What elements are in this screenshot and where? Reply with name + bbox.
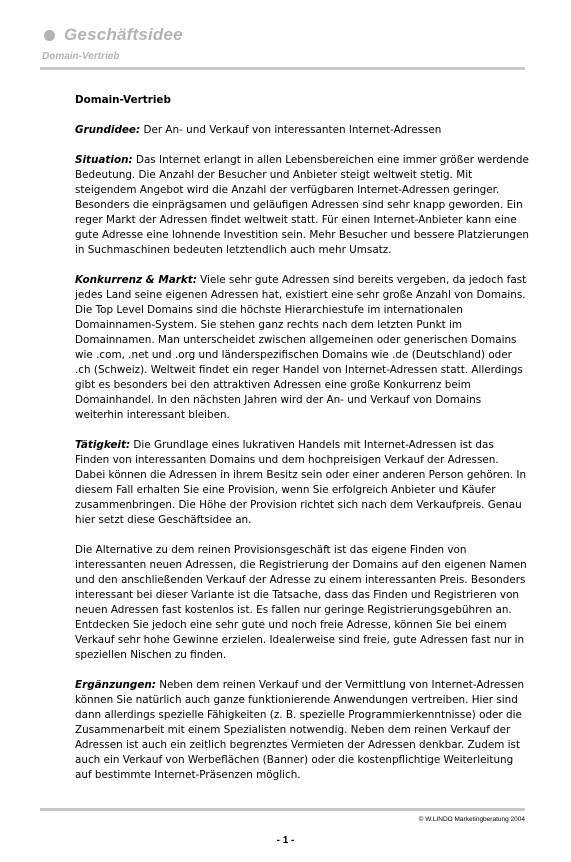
section-lead: Konkurrenz & Markt:	[75, 274, 197, 286]
section-lead: Grundidee:	[75, 124, 141, 136]
section-text: Die Alternative zu dem reinen Provisionsgeschäft ist das eigene Finden von interessanten neuen Adressen, die Registrierung der Domains auf den eigenen Namen und den anschließenden Verkauf der Adresse zu einem interessanten Preis. Besonders interessant bei dieser Variante ist die Tatsache, dass das Finden und Registrieren von neuen Adressen fast kostenlos ist. Es fallen nur geringe Registrierungsgebühren an. Entdecken Sie jedoch eine sehr gute und noch freie Adresse, können Sie bei einem Verkauf sehr hohe Gewinne erzielen. Idealerweise sind freie, gute Adressen fast nur in speziellen Nischen zu finden.	[75, 544, 527, 661]
section-text: Neben dem reinen Verkauf und der Vermittlung von Internet-Adressen können Sie natürlich auch ganze funktionierende Anwendungen vertreiben. Hier sind dann allerdings spezielle Fähigkeiten (z. B. spezielle Programmierkenntnisse) oder die Zusammenarbeit mit einem Spezialisten notwendig. Neben dem reinen Verkauf der Adressen ist auch ein zeitlich begrenztes Vermieten der Adressen denkbar. Zudem ist auch ein Verkauf von Werbeflächen (Banner) oder die kostenpflichtige Weiterleitung auf bestimmte Internet-Präsenzen möglich.	[75, 679, 525, 781]
section-ergaenzungen	[75, 678, 530, 783]
page-number: - 1 -	[276, 835, 295, 846]
footer-divider	[40, 808, 525, 811]
section-text: Die Grundlage eines lukrativen Handels mit Internet-Adressen ist das Finden von interessanten Domains und dem hochpreisigen Verkauf der Adressen. Dabei können die Adressen in ihrem Besitz sein oder einer anderen Person gehören. In diesem Fall erhalten Sie eine Provision, wenn Sie erfolgreich Anbieter und Käufer zusammenbringen. Die Höhe der Provision richtet sich nach dem Verkaufpreis. Genau hier setzt diese Geschäftsidee an.	[75, 439, 527, 526]
bullet-icon	[44, 30, 55, 41]
section-alternative	[75, 543, 530, 663]
header-subtitle: Domain-Vertrieb	[42, 51, 120, 62]
section-text: Das Internet erlangt in allen Lebensbereichen eine immer größer werdende Bedeutung. Die Anzahl der Besucher und Anbieter steigt weltweit stetig. Mit steigendem Angebot wird die Anzahl der verfügbaren Internet-Adressen geringer. Besonders die einprägsamen und geläufigen Adressen sind sehr knapp geworden. Ein reger Markt der Adressen findet weltweit statt. Für einen Internet-Anbieter kann eine gute Adresse eine lohnende Investition sein. Mehr Besucher und bessere Platzierungen in Suchmaschinen bedeuten letztendlich auch mehr Umsatz.	[75, 154, 529, 256]
section-text: Der An- und Verkauf von interessanten Internet-Adressen	[140, 124, 442, 136]
section-situation	[75, 153, 530, 258]
page-header	[0, 0, 571, 80]
section-lead: Situation:	[75, 154, 133, 166]
section-konkurrenz	[75, 273, 530, 423]
header-title: Geschäftsidee	[64, 25, 183, 44]
document-body	[75, 93, 530, 798]
document-heading: Domain-Vertrieb	[75, 94, 171, 106]
section-taetigkeit	[75, 438, 530, 528]
copyright-notice: © W.LINDO Marketingberatung 2004	[418, 816, 525, 823]
section-lead: Tätigkeit:	[75, 439, 131, 451]
section-lead: Ergänzungen:	[75, 679, 156, 691]
section-text: Viele sehr gute Adressen sind bereits vergeben, da jedoch fast jedes Land seine eigenen Adressen hat, existiert eine sehr große Anzahl von Domains. Die Top Level Domains sind die höchste Hierarchiestufe im internationalen Domainnamen-System. Sie stehen ganz rechts nach dem letzten Punkt im Domainnamen. Man unterscheidet zwischen allgemeinen oder generischen Domains wie .com, .net und .org und länderspezifischen Domains wie .de (Deutschland) oder .ch (Schweiz). Weltweit findet ein reger Handel von Internet-Adressen statt. Allerdings gibt es besonders bei den attraktiven Adressen eine große Konkurrenz beim Domainhandel. In den nächsten Jahren wird der An- und Verkauf von Domains weiterhin interessant bleiben.	[75, 274, 527, 421]
header-divider	[40, 67, 525, 70]
section-grundidee	[75, 123, 530, 138]
